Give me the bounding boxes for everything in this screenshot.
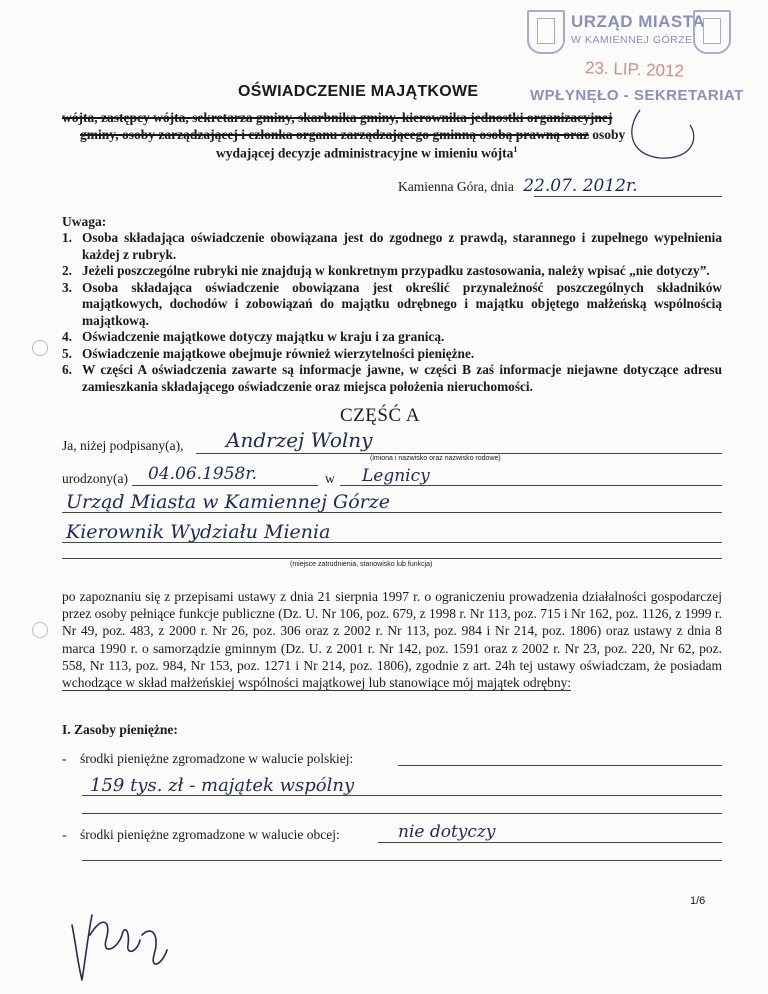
uwaga-item <box>62 280 722 330</box>
uwaga-item <box>62 346 722 363</box>
uwaga-item <box>62 362 722 395</box>
bullet-dash: - <box>62 827 80 842</box>
officials-line2 <box>80 127 625 143</box>
born-date: 04.06.1958r. <box>148 464 257 484</box>
crest-left-icon <box>527 10 565 54</box>
uwaga-number: 3. <box>62 279 72 295</box>
uwaga-text: Osoba składająca oświadczenie obowiązana jest do zgodnego z prawdą, starannego i zupełnego wypełnienia każdej z rubryk. <box>82 230 722 262</box>
signer-label: Ja, niżej podpisany(a), <box>62 438 184 453</box>
received-label-stamp: WPŁYNĘŁO - SEKRETARIAT <box>530 87 744 104</box>
uwaga-text: Jeżeli poszczególne rubryki nie znajdują w konkretnym przypadku zastosowania, należy wpisać „nie dotyczy”. <box>82 263 710 278</box>
handwritten-signature <box>62 895 172 985</box>
born-place: Legnicy <box>362 466 430 486</box>
statute-paragraph <box>62 588 722 691</box>
foreign-value: nie dotyczy <box>398 822 496 842</box>
uwaga-number: 1. <box>62 230 72 245</box>
uwaga-item <box>62 263 722 280</box>
pln-value: 159 tys. zł - majątek wspólny <box>90 775 355 796</box>
stamp-office-line1: URZĄD MIASTA <box>571 12 706 31</box>
officials-line2-tail: osoby <box>592 127 626 142</box>
bullet-dash: - <box>62 751 80 766</box>
footnote-ref: 1 <box>513 145 518 154</box>
in-label: w <box>325 471 335 486</box>
uwaga-text: W części A oświadczenia zawarte są informacje jawne, w części B zaś informacje niejawne dotyczące adresu zamieszkania składającego oświadczenie oraz miejsca położenia nieruchomości. <box>82 362 722 394</box>
statute-text: po zapoznaniu się z przepisami ustawy z dnia 21 sierpnia 1997 r. o ograniczeniu prowadzenia działalności gospodarczej przez osoby pełniące funkcje publiczne (Dz. U. Nr 106, poz. 679, z 1998 r. Nr 113, poz. 715 i Nr 162, poz. 1126, z 1999 r. Nr 49, poz. 483, z 2000 r. Nr 26, poz. 306 oraz z 2002 r. Nr 113, poz. 984 i Nr 214, poz. 1806) oraz ustawy z dnia 8 marca 1990 r. o samorządzie gminnym (Dz. U. z 2001 r. Nr 142, poz. 1591 oraz z 2002 r. Nr 23, poz. 220, Nr 62, poz. 558, Nr 113, poz. 984, Nr 153, poz. 1271 i Nr 214, poz. 1806), zgodnie z art. 24h tej ustawy oświadczam, że posiadam <box>62 589 722 673</box>
name-caption: (imiona i nazwisko oraz nazwisko rodowe) <box>370 455 501 462</box>
place-label: Kamienna Góra, dnia <box>398 179 514 194</box>
statute-underlined: wchodzące w skład małżeńskiej wspólności majątkowej lub stanowiące mój majątek odrębny: <box>62 675 572 691</box>
employer-line1: Urząd Miasta w Kamiennej Górze <box>66 491 391 513</box>
employer-caption: (miejsce zatrudnienia, stanowisko lub funkcja) <box>290 561 433 568</box>
officials-line3-text: wydającej decyzje administracyjne w imieniu wójta <box>216 145 514 161</box>
uwaga-number: 2. <box>62 263 72 278</box>
foreign-row <box>62 826 340 843</box>
uwaga-text: Oświadczenie majątkowe dotyczy majątku w kraju i za granicą. <box>82 329 445 344</box>
struck-officials-line1: wójta, zastępcy wójta, sekretarza gminy, skarbnika gminy, kierownika jednostki organizacyjnej <box>62 110 613 125</box>
uwaga-number: 5. <box>62 345 72 361</box>
crest-right-icon <box>693 10 731 54</box>
employer-line2: Kierownik Wydziału Mienia <box>66 521 331 543</box>
uwaga-item <box>62 329 722 346</box>
received-date-stamp: 23. LIP. 2012 <box>584 58 685 81</box>
page-number: 1/6 <box>690 895 706 907</box>
handwritten-loop-mark <box>620 100 710 170</box>
punch-hole-bottom <box>32 622 48 638</box>
uwaga-text: Osoba składająca oświadczenie obowiązana jest określić przynależność poszczególnych składników majątkowych, dochodów i zobowiązań do majątku odrębnego i majątku objętego małżeńską wspólnością majątkową. <box>82 279 722 328</box>
stamp-office-line2: W KAMIENNEJ GÓRZE <box>571 34 693 46</box>
officials-line3 <box>216 145 517 162</box>
punch-hole-top <box>32 340 48 356</box>
pln-row <box>62 750 353 767</box>
part-a-heading: CZĘŚĆ A <box>340 405 421 426</box>
uwaga-number: 6. <box>62 362 72 377</box>
uwaga-number: 4. <box>62 329 72 344</box>
uwaga-heading: Uwaga: <box>62 214 107 229</box>
signer-name: Andrzej Wolny <box>226 428 373 452</box>
place-date-value: 22.07. 2012r. <box>523 176 638 196</box>
uwaga-text: Oświadczenie majątkowe obejmuje również wierzytelności pieniężne. <box>82 345 475 361</box>
uwaga-item <box>62 230 722 263</box>
place-date-row <box>398 178 720 195</box>
struck-officials-line2: gminy, osoby zarządzającej i członka organu zarządzającego gminną osobą prawną oraz <box>80 127 589 142</box>
born-label: urodzony(a) <box>62 471 128 486</box>
pln-label: środki pieniężne zgromadzone w walucie polskiej: <box>80 751 354 766</box>
foreign-label: środki pieniężne zgromadzone w walucie obcej: <box>80 827 340 842</box>
uwaga-list <box>62 230 722 395</box>
document-title: OŚWIADCZENIE MAJĄTKOWE <box>238 83 479 100</box>
section1-heading: I. Zasoby pieniężne: <box>62 722 178 737</box>
office-stamp <box>527 8 737 64</box>
